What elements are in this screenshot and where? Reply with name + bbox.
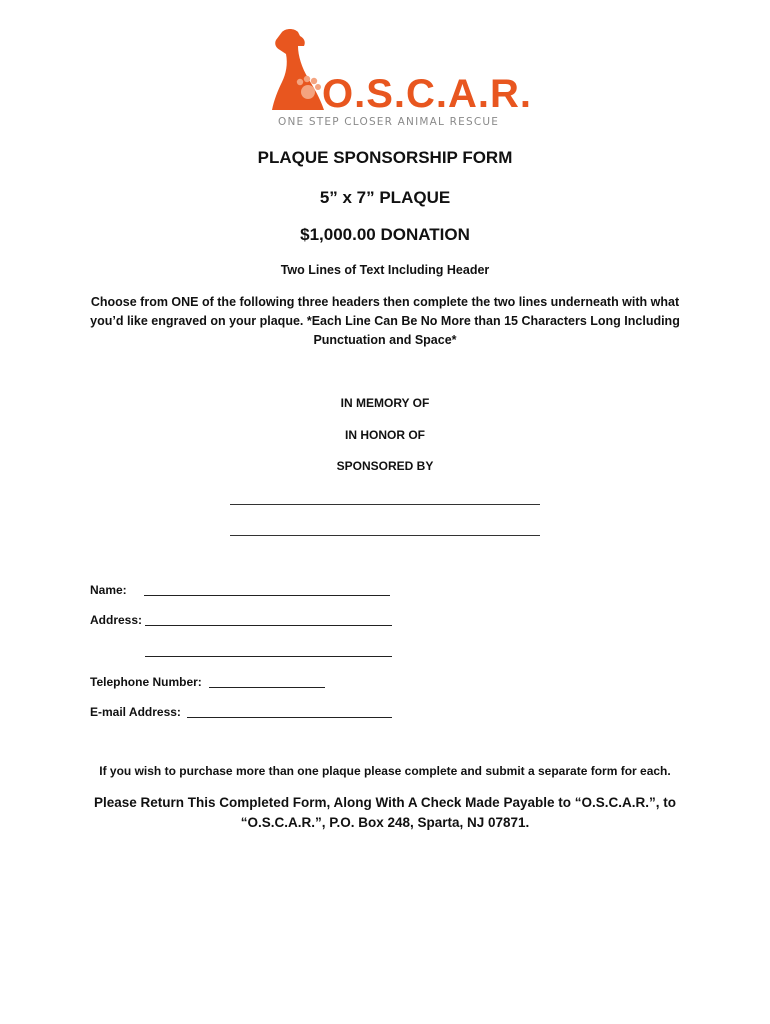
name-label: Name:: [90, 583, 127, 597]
donation-amount: $1,000.00 DONATION: [300, 225, 470, 244]
instructions-paragraph: Choose from ONE of the following three headers then complete the two lines underneath with what you’d like engraved on your plaque. *Each Line Can Be No More than 15 Characters Long Including Punctuation and Space*: [90, 295, 680, 347]
engraving-line-1[interactable]: [230, 504, 540, 505]
address-field-line-1[interactable]: [145, 625, 392, 626]
name-field[interactable]: [144, 595, 390, 596]
option-in-memory-of: IN MEMORY OF: [340, 396, 430, 410]
return-instructions: Please Return This Completed Form, Along With A Check Made Payable to “O.S.C.A.R.”, to “O.S.C.A.R.”, P.O. Box 248, Sparta, NJ 07871.: [94, 795, 676, 830]
plaque-size: 5” x 7” PLAQUE: [319, 188, 451, 207]
option-in-honor-of: IN HONOR OF: [345, 428, 425, 442]
multiple-plaques-note: If you wish to purchase more than one plaque please complete and submit a separate form for each.: [99, 764, 671, 778]
subheading: Two Lines of Text Including Header: [280, 263, 490, 277]
oscar-logo: [262, 26, 533, 128]
option-sponsored-by: SPONSORED BY: [336, 459, 434, 473]
telephone-label: Telephone Number:: [90, 675, 202, 689]
logo-tagline: ONE STEP CLOSER ANIMAL RESCUE: [278, 116, 500, 128]
form-title: PLAQUE SPONSORSHIP FORM: [257, 148, 513, 167]
address-field-line-2[interactable]: [145, 656, 392, 657]
engraving-line-2[interactable]: [230, 535, 540, 536]
address-label: Address:: [90, 613, 143, 627]
email-label: E-mail Address:: [90, 705, 181, 719]
logo-wordmark: O.S.C.A.R.: [322, 72, 533, 116]
email-field[interactable]: [187, 717, 392, 718]
telephone-field[interactable]: [209, 687, 325, 688]
